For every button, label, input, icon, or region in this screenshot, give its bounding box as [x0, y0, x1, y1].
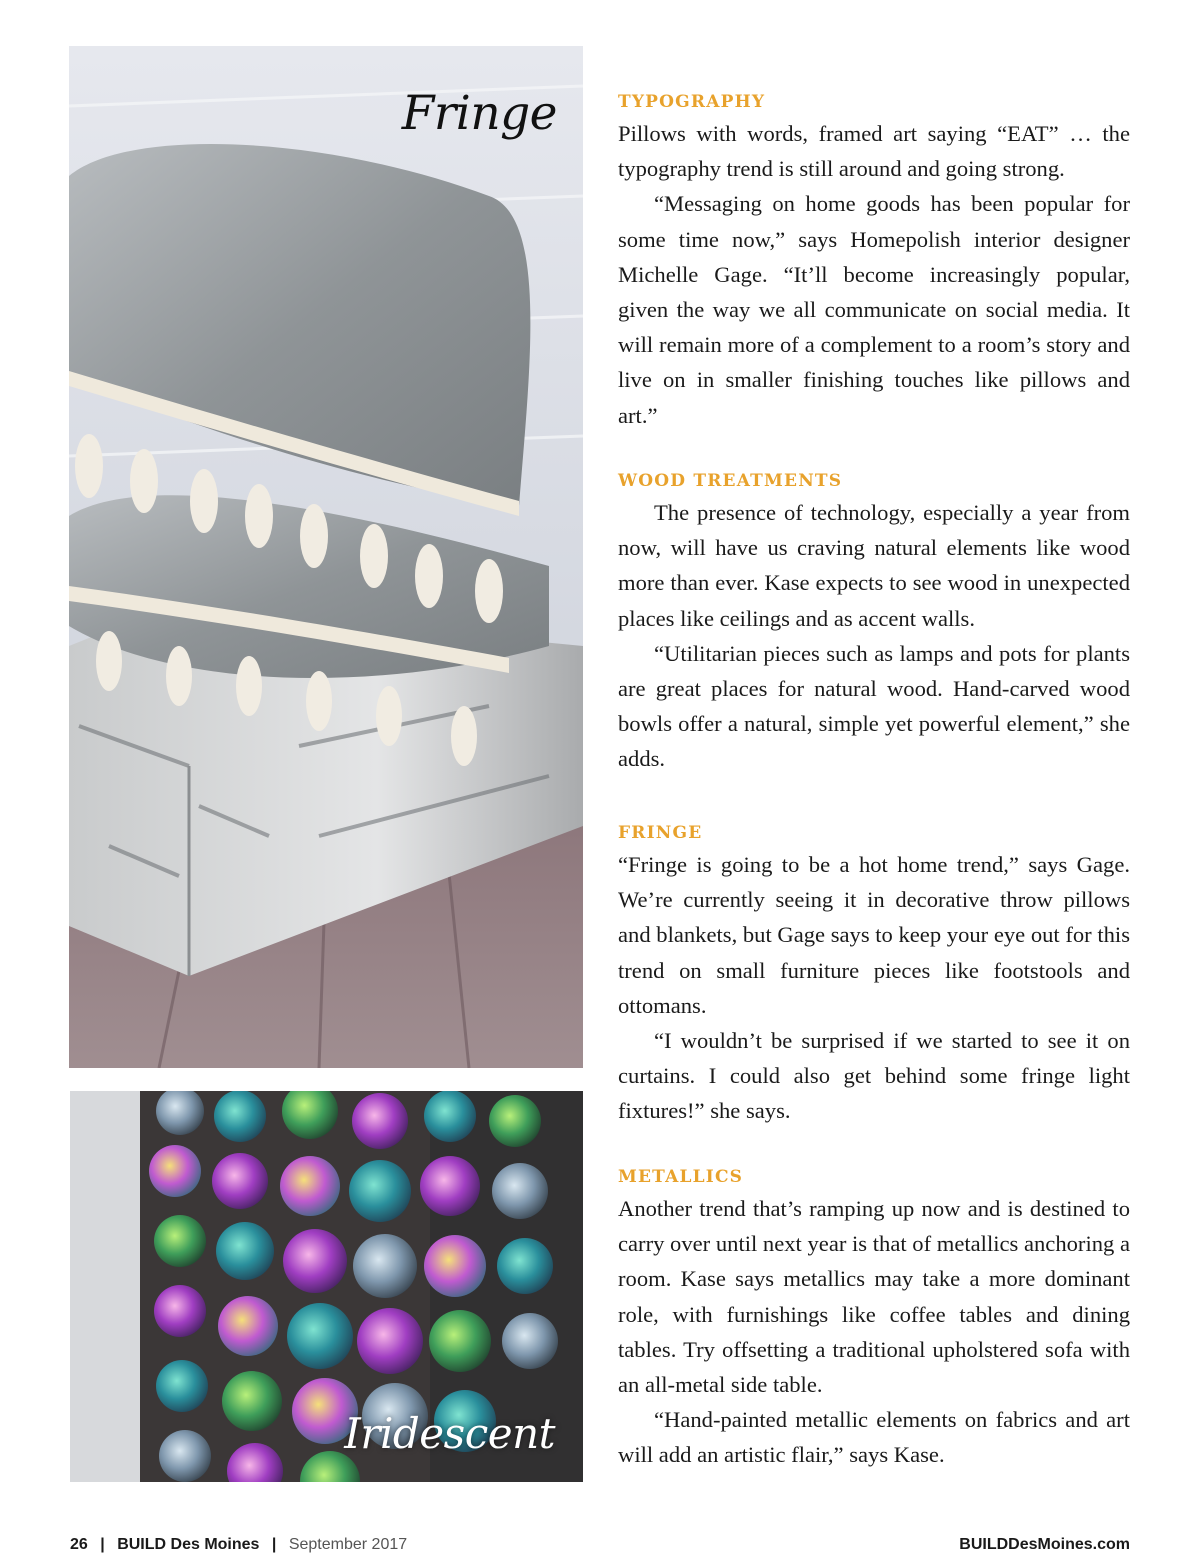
paragraph: Another trend that’s ramping up now and is destined to carry over until next year is that of metallics anchoring a room. Kase says metallics may take a more dominant role, with furnishings like coffee tables and dining tables. Try offsetting a traditional upholstered sofa with an all-metal side table. — [618, 1196, 1130, 1398]
paragraph: “Fringe is going to be a hot home trend,” says Gage. We’re currently seeing it in decorative throw pillows and blankets, but Gage says to keep your eye out for this trend on small furniture pieces like footstools and ottomans. — [618, 852, 1130, 1018]
paragraph: “Hand-painted metallic elements on fabrics and art will add an artistic flair,” says Kase. — [618, 1407, 1130, 1468]
publication-name: BUILD Des Moines — [117, 1536, 260, 1553]
page-footer — [70, 1536, 1130, 1560]
section-wood-treatments — [618, 467, 1130, 777]
website-link[interactable]: BUILDDesMoines.com — [959, 1536, 1130, 1553]
paragraph: The presence of technology, especially a year from now, will have us craving natural elements like wood more than ever. Kase expects to see wood in unexpected places like ceilings and as accent walls. — [618, 500, 1130, 631]
paragraph: “Messaging on home goods has been popular for some time now,” says Homepolish interior designer Michelle Gage. “It’ll become increasingly popular, given the way we all communicate on social media. It will remain more of a complement to a room’s story and live on in smaller finishing touches like pillows and art.” — [618, 191, 1130, 428]
fringe-photo-illustration — [69, 46, 583, 1068]
section-fringe — [618, 819, 1130, 1129]
section-heading: FRINGE — [618, 823, 703, 843]
page-number: 26 — [70, 1536, 88, 1553]
footer-separator: | — [271, 1536, 277, 1553]
issue-date: September 2017 — [288, 1536, 408, 1553]
fringe-photo-caption: Fringe — [401, 86, 557, 141]
paragraph: “I wouldn’t be surprised if we started to see it on curtains. I could also get behind some fringe light fixtures!” she says. — [618, 1028, 1130, 1124]
iridescent-photo — [70, 1091, 583, 1482]
section-metallics — [618, 1163, 1130, 1473]
footer-separator: | — [100, 1536, 105, 1553]
section-heading: WOOD TREATMENTS — [618, 471, 843, 491]
fringe-photo — [69, 46, 583, 1068]
section-heading: TYPOGRAPHY — [618, 92, 766, 112]
section-heading: METALLICS — [618, 1167, 744, 1187]
footer-folio — [70, 1536, 407, 1554]
section-typography — [618, 88, 1130, 433]
iridescent-photo-caption: Iridescent — [344, 1409, 555, 1458]
paragraph: Pillows with words, framed art saying “EAT” … the typography trend is still around and going strong. — [618, 121, 1130, 182]
paragraph: “Utilitarian pieces such as lamps and pots for plants are great places for natural wood. Hand-carved wood bowls offer a natural, simple yet powerful element,” she adds. — [618, 640, 1130, 772]
